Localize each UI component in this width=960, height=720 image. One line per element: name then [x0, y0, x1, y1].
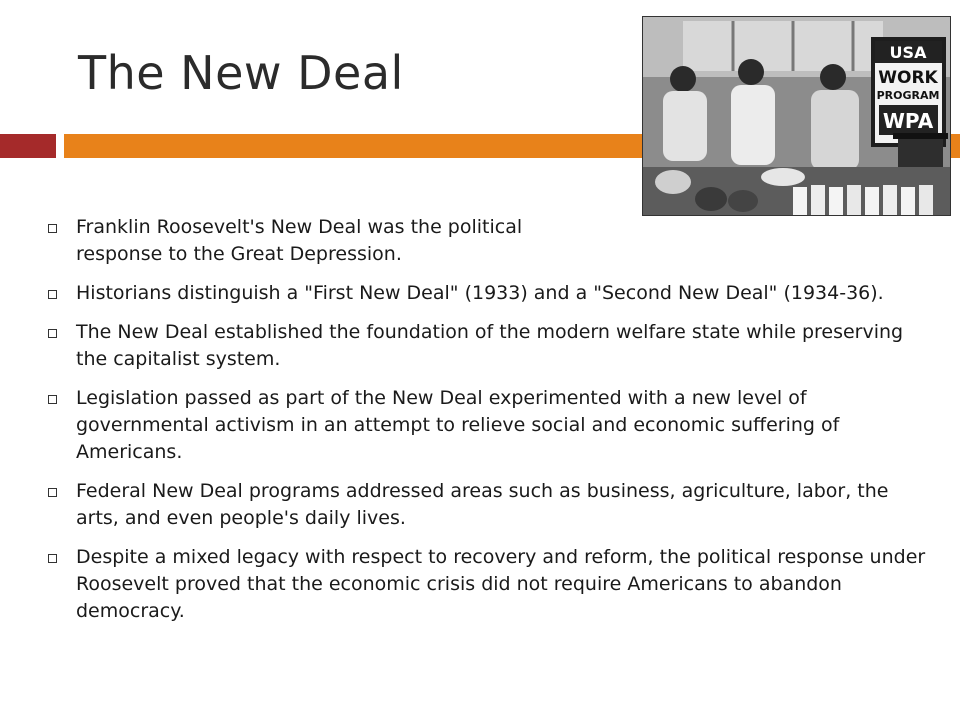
- bullet-item: [48, 478, 928, 532]
- square-bullet-icon: [48, 224, 57, 233]
- bullet-text: Despite a mixed legacy with respect to recovery and reform, the political response under Roosevelt proved that the economic crisis did not require Americans to abandon democracy.: [76, 546, 926, 622]
- bullet-item: [48, 214, 928, 268]
- bullet-text: Franklin Roosevelt's New Deal was the political response to the Great Depression.: [76, 216, 523, 265]
- slide-title: The New Deal: [78, 46, 404, 100]
- wpa-kitchen-photo: [642, 16, 951, 216]
- photo-sign-line-usa: USA: [889, 43, 927, 62]
- square-bullet-icon: [48, 554, 57, 563]
- square-bullet-icon: [48, 290, 57, 299]
- bullet-item: [48, 280, 928, 307]
- square-bullet-icon: [48, 329, 57, 338]
- bullet-item: [48, 385, 928, 466]
- title-rule-accent: [0, 134, 56, 158]
- photo-sign-line-program: PROGRAM: [876, 89, 940, 102]
- photo-sign-line-wpa: WPA: [882, 109, 934, 133]
- bullet-text: Legislation passed as part of the New Deal experimented with a new level of governmental activism in an attempt to relieve social and economic suffering of Americans.: [76, 387, 840, 463]
- bullet-text: The New Deal established the foundation of the modern welfare state while preserving the capitalist system.: [76, 321, 904, 370]
- bullet-item: [48, 319, 928, 373]
- photo-sign-line-work: WORK: [878, 68, 938, 88]
- bullet-text: Historians distinguish a "First New Deal" (1933) and a "Second New Deal" (1934-36).: [76, 282, 884, 304]
- square-bullet-icon: [48, 488, 57, 497]
- bullet-text: Federal New Deal programs addressed areas such as business, agriculture, labor, the arts, and even people's daily lives.: [76, 480, 889, 529]
- square-bullet-icon: [48, 395, 57, 404]
- bullet-list: [48, 214, 928, 637]
- bullet-item: [48, 544, 928, 625]
